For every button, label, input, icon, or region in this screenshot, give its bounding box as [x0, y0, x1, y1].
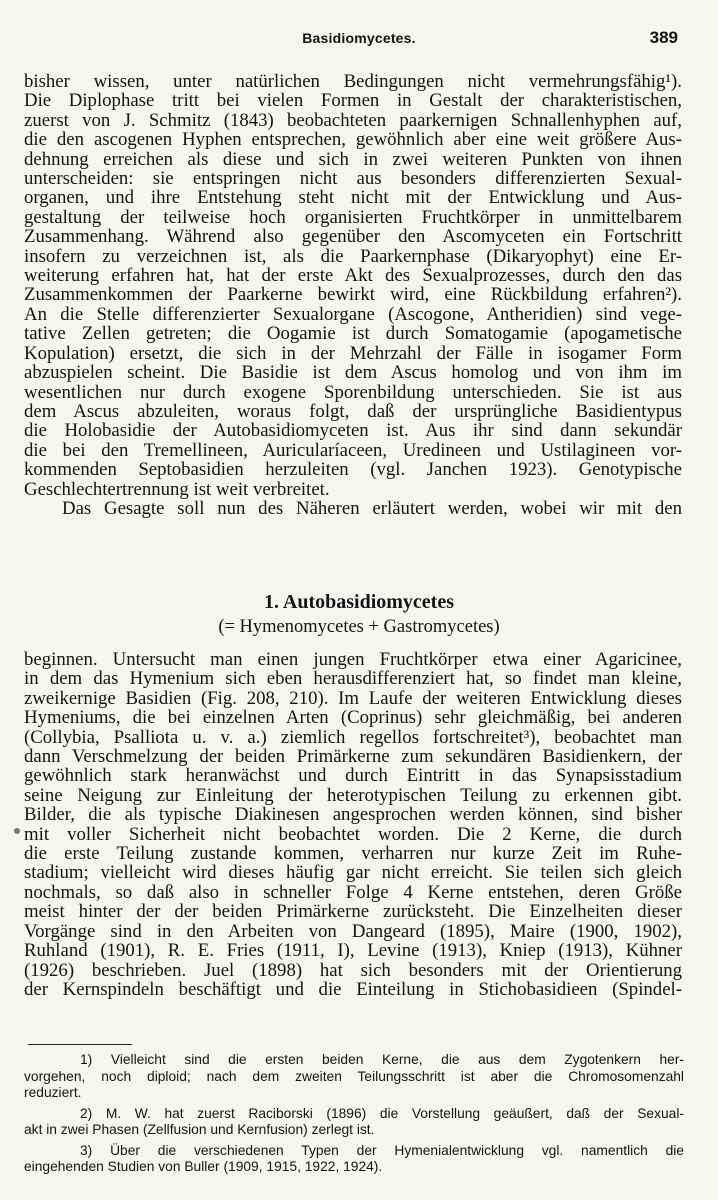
paragraph-transition: Das Gesagte soll nun des Näheren erläutert werden, wobei wir mit den	[62, 497, 682, 519]
text-line: Vorgänge sind in den Arbeiten von Dangeard (1895), Maire (1900, 1902),	[24, 920, 682, 942]
footnotes	[24, 1052, 684, 1180]
text-line: unterscheiden: sie entspringen nicht aus besonders differenzierten Sexual-	[24, 168, 682, 190]
text-line: Hymeniums, die bei einzelnen Arten (Coprinus) sehr gleichmäßig, bei anderen	[24, 707, 682, 729]
page-number: 389	[649, 28, 678, 47]
footnote-line: reduziert.	[24, 1085, 82, 1100]
text-line: die erste Teilung zustande kommen, verharren nur kurze Zeit im Ruhe-	[24, 843, 682, 865]
text-line: in dem das Hymenium sich eben herausdifferenziert hat, so findet man kleine,	[24, 668, 682, 690]
text-line: stadium; vielleicht wird dieses häufig gar nicht erreicht. Sie teilen sich gleich	[24, 862, 682, 884]
footnote-number: 2)	[80, 1105, 93, 1121]
text-line: dem Ascus abzuleiten, woraus folgt, daß der ursprüngliche Basidientypus	[24, 400, 682, 422]
footnote-divider	[28, 1044, 132, 1045]
text-line: tative Zellen getreten; die Oogamie ist durch Somatogamie (apogametische	[24, 323, 682, 345]
text-line: (Collybia, Psalliota u. v. a.) ziemlich regellos fortschreitet³), beobachtet man	[24, 726, 682, 748]
footnote-2	[24, 1106, 684, 1139]
text-line: zweikernige Basidien (Fig. 208, 210). Im Laufe der weiteren Entwicklung dieses	[24, 687, 682, 709]
text-line: An die Stelle differenzierter Sexualorgane (Ascogone, Antheridien) sind vege-	[24, 303, 682, 325]
footnote-line: vorgehen, noch diploid; nach dem zweiten Teilungsschritt ist aber die Chromosomenzahl	[24, 1068, 684, 1084]
footnote-3	[24, 1143, 684, 1176]
text-line: Ruhland (1901), R. E. Fries (1911, I), Levine (1913), Kniep (1913), Kühner	[24, 940, 682, 962]
paragraph-hymenium	[24, 650, 682, 999]
text-line: Zusammenkommen der Paarkerne bewirkt wird, eine Rückbildung erfahren²).	[24, 284, 682, 306]
text-line: weiterung erfahren hat, hat der erste Akt des Sexualprozesses, durch den das	[24, 265, 682, 287]
text-line: dehnung erreichen als diese und sich in zwei weiteren Punkten von ihnen	[24, 148, 682, 170]
footnote-line: eingehenden Studien von Buller (1909, 1915, 1922, 1924).	[24, 1159, 383, 1174]
text-line: gestaltung der teilweise hoch organisierten Fruchtkörper in unmittelbarem	[24, 206, 682, 228]
footnote-text: Über die verschiedenen Typen der Hymenialentwicklung vgl. namentlich die	[110, 1142, 684, 1158]
text-line: zuerst von J. Schmitz (1843) beobachteten paarkernigen Schnallenhyphen auf,	[24, 109, 682, 131]
text-line: Die Diplophase tritt bei vielen Formen in Gestalt der charakteristischen,	[24, 90, 682, 112]
footnote-line	[24, 1106, 684, 1123]
text-line: die bei den Tremellineen, Auricularíaceen, Uredineen und Ustilagineen vor-	[24, 439, 682, 461]
text-line: wesentlichen nur durch exogene Sporenbildung unterschieden. Sie ist aus	[24, 381, 682, 403]
text-line: insofern zu verzeichnen ist, als die Paarkernphase (Dikaryophyt) eine Er-	[24, 245, 682, 267]
text-line: meist hinter der der beiden Primärkerne zurücksteht. Die Einzelheiten dieser	[24, 901, 682, 923]
footnote-line: akt in zwei Phasen (Zellfusion und Kernfusion) zerlegt ist.	[24, 1122, 375, 1137]
footnote-line	[24, 1143, 684, 1160]
text-line: (1926) beschrieben. Juel (1898) hat sich besonders mit der Orientierung	[24, 959, 682, 981]
running-title: Basidiomycetes.	[302, 30, 416, 46]
section-subheading: (= Hymenomycetes + Gastromycetes)	[218, 617, 500, 637]
text-line: Bilder, die als typische Diakinesen angesprochen werden können, sind bisher	[24, 804, 682, 826]
footnote-1	[24, 1052, 684, 1102]
text-line: dann Verschmelzung der beiden Primärkerne zum sekundären Basidienkern, der	[24, 746, 682, 768]
text-line: gewöhnlich stark heranwächst und durch Eintritt in das Synapsisstadium	[24, 765, 682, 787]
footnote-number: 3)	[80, 1142, 93, 1158]
text-line: beginnen. Untersucht man einen jungen Fruchtkörper etwa einer Agaricinee,	[24, 649, 682, 670]
text-line: die Holobasidie der Autobasidiomyceten ist. Aus ihr sind dann sekundär	[24, 420, 682, 442]
footnote-line	[24, 1052, 684, 1069]
footnote-number: 1)	[80, 1052, 93, 1067]
text-line: seine Neigung zur Einleitung der heterotypischen Teilung zu erkennen gibt.	[24, 784, 682, 806]
paragraph-sexuality	[24, 72, 682, 518]
text-line: der Kernspindeln beschäftigt und die Einteilung in Stichobasidieen (Spindel-	[24, 978, 682, 1000]
text-line: nochmals, so daß also in schneller Folge 4 Kerne entstehen, deren Größe	[24, 881, 682, 903]
footnote-text: M. W. hat zuerst Raciborski (1896) die Vorstellung geäußert, daß der Sexual-	[105, 1105, 684, 1121]
text-line: die den ascogenen Hyphen entsprechen, gewöhnlich aber eine weit größere Aus-	[24, 129, 682, 151]
footnote-text: Vielleicht sind die ersten beiden Kerne, die aus dem Zygotenkern her-	[110, 1052, 684, 1067]
text-line: Geschlechtertrennung ist weit verbreitet.	[24, 478, 330, 500]
margin-dot-mark	[14, 828, 20, 834]
text-line: organen, und ihre Entstehung steht nicht mit der Entwicklung und Aus-	[24, 187, 682, 209]
text-line: abzuspielen scheint. Die Basidie ist dem Ascus homolog und von ihm im	[24, 362, 682, 384]
text-line: kommenden Septobasidien herzuleiten (vgl. Janchen 1923). Genotypische	[24, 459, 682, 481]
text-line: Zusammenhang. Während also gegenüber den Ascomyceten ein Fortschritt	[24, 226, 682, 248]
text-line: mit voller Sicherheit nicht beobachtet worden. Die 2 Kerne, die durch	[24, 823, 682, 845]
section-heading: 1. Autobasidiomycetes	[264, 591, 454, 613]
text-line: bisher wissen, unter natürlichen Bedingungen nicht vermehrungsfähig¹).	[24, 71, 682, 92]
text-line: Kopulation) ersetzt, die sich in der Mehrzahl der Fälle in isogamer Form	[24, 342, 682, 364]
running-head	[0, 30, 718, 52]
